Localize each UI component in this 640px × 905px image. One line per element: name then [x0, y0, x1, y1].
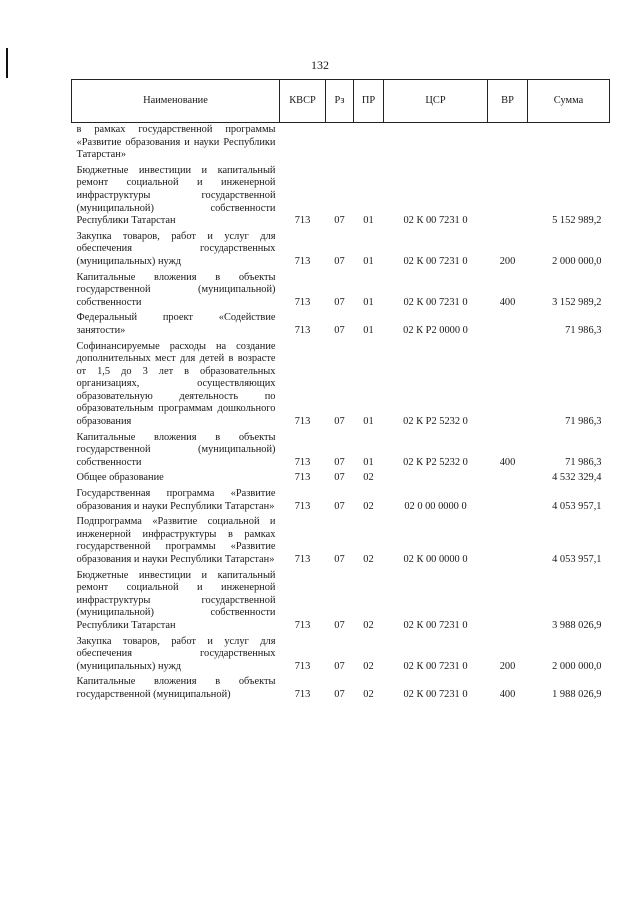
cell-name: Федеральный проект «Содействие занятости» [76, 312, 276, 336]
cell-sum: 4 053 957,1 [552, 500, 602, 512]
table-row [72, 164, 610, 230]
table-row [72, 487, 610, 515]
cell-sum: 2 000 000,0 [552, 255, 602, 267]
cell-vr: 400 [499, 456, 516, 468]
cell-vr: 400 [499, 296, 516, 308]
cell-csr: 02 К Р2 0000 0 [403, 324, 468, 336]
cell-csr: 02 К Р2 5232 0 [403, 456, 468, 468]
cell-vr: 200 [499, 255, 516, 267]
cell-csr [384, 471, 488, 487]
cell-csr [384, 123, 488, 164]
page-number: 132 [311, 58, 329, 72]
table-row [72, 230, 610, 271]
cell-name: Государственная программа «Развитие образования и науки Республики Татарстан» [76, 488, 276, 512]
cell-pr: 01 [363, 416, 374, 428]
cell-kvsr: 713 [294, 660, 311, 672]
cell-kvsr: 713 [294, 554, 311, 565]
cell-vr: 400 [499, 688, 516, 700]
cell-kvsr: 713 [294, 215, 311, 227]
cell-kvsr [280, 123, 326, 164]
cell-kvsr: 713 [294, 296, 311, 308]
cell-pr: 02 [363, 660, 374, 672]
cell-csr: 02 0 00 0000 0 [404, 500, 467, 512]
cell-vr: 200 [499, 660, 516, 672]
header-pr: ПР [354, 80, 384, 123]
table-row [72, 471, 610, 487]
cell-vr [488, 311, 528, 339]
cell-name: Подпрограмма «Развитие социальной и инженерной инфраструктуры в рамках государственной программы «Развитие образования и науки Республики Татарстан» [76, 516, 276, 565]
cell-csr: 02 К 00 7231 0 [403, 215, 468, 227]
cell-csr: 02 К 00 0000 0 [403, 554, 468, 565]
cell-csr: 02 К 00 7231 0 [403, 255, 468, 267]
cell-sum: 3 988 026,9 [552, 619, 602, 631]
cell-name: Софинансируемые расходы на создание дополнительных мест для детей в возрасте от 1,5 до 3 лет в образовательных организациях, осуществляющих образовательную деятельность по образовательным программам дошкольного образования [76, 340, 276, 428]
cell-kvsr: 713 [294, 619, 311, 631]
cell-sum: 2 000 000,0 [552, 660, 602, 672]
cell-name: Общее образование [76, 472, 164, 484]
cell-pr: 01 [363, 324, 374, 336]
budget-table [71, 79, 610, 704]
cell-pr: 02 [363, 554, 374, 565]
cell-sum: 4 053 957,1 [552, 554, 602, 565]
cell-sum: 71 986,3 [565, 324, 602, 336]
cell-name: Капитальные вложения в объекты государственной (муниципальной) собственности [76, 431, 276, 468]
cell-pr: 01 [363, 456, 374, 468]
cell-rz: 07 [334, 688, 345, 700]
table-row [72, 635, 610, 676]
cell-rz: 07 [334, 456, 345, 468]
cell-rz [326, 123, 354, 164]
cell-vr [488, 569, 528, 635]
cell-name: Капитальные вложения в объекты государственной (муниципальной) [76, 676, 276, 700]
cell-pr: 02 [363, 619, 374, 631]
cell-name: в рамках государственной программы «Развитие образования и науки Республики Татарстан» [76, 124, 276, 161]
cell-sum: 71 986,3 [565, 416, 602, 428]
cell-rz: 07 [334, 660, 345, 672]
cell-kvsr: 713 [294, 500, 311, 512]
cell-kvsr: 713 [294, 456, 311, 468]
cell-vr [488, 471, 528, 487]
header-kvsr: КВСР [280, 80, 326, 123]
cell-name: Бюджетные инвестиции и капитальный ремонт социальной и инженерной инфраструктуры государственной (муниципальной) собственности Республики Татарстан [76, 569, 276, 631]
table-row [72, 431, 610, 472]
cell-sum: 71 986,3 [565, 456, 602, 468]
cell-vr [488, 340, 528, 431]
table-row [72, 675, 610, 703]
table-row [72, 271, 610, 312]
cell-pr: 02 [363, 688, 374, 700]
cell-rz: 07 [334, 619, 345, 631]
cell-name: Капитальные вложения в объекты государственной (муниципальной) собственности [76, 271, 276, 308]
cell-vr [488, 487, 528, 515]
cell-csr: 02 К 00 7231 0 [403, 688, 468, 700]
cell-kvsr: 713 [294, 416, 311, 428]
table-row [72, 340, 610, 431]
cell-kvsr: 713 [294, 688, 311, 700]
cell-sum: 3 152 989,2 [552, 296, 602, 308]
cell-sum: 5 152 989,2 [552, 215, 602, 227]
cell-csr: 02 К 00 7231 0 [403, 660, 468, 672]
header-name: Наименование [72, 80, 280, 123]
table-row [72, 569, 610, 635]
cell-pr [354, 123, 384, 164]
cell-vr [488, 123, 528, 164]
cell-rz: 07 [334, 296, 345, 308]
cell-rz: 07 [334, 416, 345, 428]
table-header-row [72, 80, 610, 123]
header-vr: ВР [488, 80, 528, 123]
cell-rz: 07 [334, 215, 345, 227]
cell-rz: 07 [334, 472, 345, 484]
cell-csr: 02 К 00 7231 0 [403, 619, 468, 631]
cell-sum: 4 532 329,4 [552, 472, 602, 484]
cell-rz: 07 [334, 554, 345, 565]
table-row [72, 311, 610, 339]
cell-kvsr: 713 [294, 472, 311, 484]
cell-pr: 02 [363, 472, 374, 484]
cell-name: Закупка товаров, работ и услуг для обеспечения государственных (муниципальных) нужд [76, 635, 276, 672]
cell-rz: 07 [334, 500, 345, 512]
cell-kvsr: 713 [294, 324, 311, 336]
header-sum: Сумма [528, 80, 610, 123]
cell-vr [488, 164, 528, 230]
table-row [72, 123, 610, 164]
cell-rz: 07 [334, 324, 345, 336]
cell-csr: 02 К Р2 5232 0 [403, 416, 468, 428]
header-rz: Рз [326, 80, 354, 123]
cell-pr: 01 [363, 215, 374, 227]
header-csr: ЦСР [384, 80, 488, 123]
cell-sum [528, 123, 610, 164]
cell-kvsr: 713 [294, 255, 311, 267]
cell-pr: 01 [363, 255, 374, 267]
cell-sum: 1 988 026,9 [552, 688, 602, 700]
cell-name: Бюджетные инвестиции и капитальный ремонт социальной и инженерной инфраструктуры государственной (муниципальной) собственности Республики Татарстан [76, 164, 276, 227]
cell-csr: 02 К 00 7231 0 [403, 296, 468, 308]
cell-vr [488, 515, 528, 568]
cell-name: Закупка товаров, работ и услуг для обеспечения государственных (муниципальных) нужд [76, 230, 276, 267]
cell-pr: 02 [363, 500, 374, 512]
cell-rz: 07 [334, 255, 345, 267]
cell-pr: 01 [363, 296, 374, 308]
table-row [72, 515, 610, 568]
